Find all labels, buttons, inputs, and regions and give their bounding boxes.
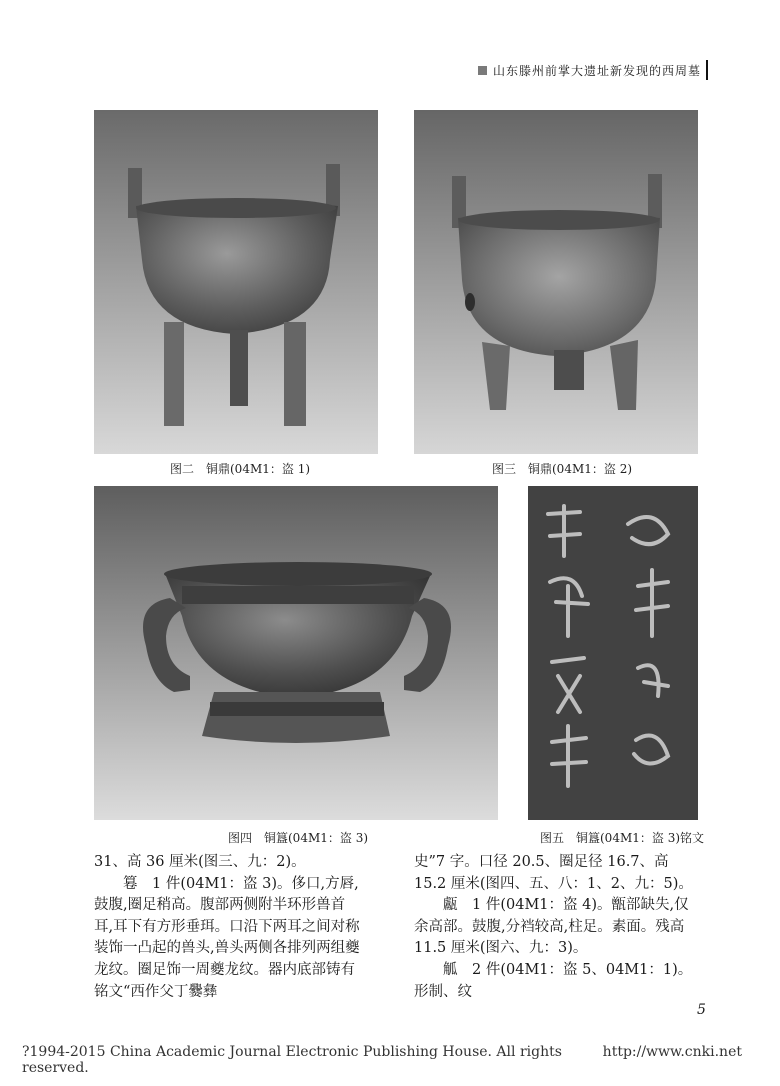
running-head <box>478 60 708 80</box>
ding-vessel-1-image <box>94 110 378 454</box>
square-bullet-icon <box>478 66 487 75</box>
figure-4-photo <box>94 486 498 820</box>
figure-3-caption: 图三 铜鼎(04M1：盗 2) <box>492 462 633 476</box>
left-text-column <box>94 852 360 1003</box>
figure-2-caption: 图二 铜鼎(04M1：盗 1) <box>170 462 311 476</box>
figure-2-photo <box>94 110 378 454</box>
figure-5-caption: 图五 铜簋(04M1：盗 3)铭文 <box>540 831 705 845</box>
gui-vessel-image <box>94 486 498 820</box>
paragraph: 31、高 36 厘米(图三、九：2)。 <box>94 854 306 870</box>
copyright-text: ?1994-2015 China Academic Journal Electronic Publishing House. All rights reserved. <box>22 1044 562 1076</box>
paragraph: 觚 2 件(04M1：盗 5、04M1：1)。形制、纹 <box>414 961 693 1000</box>
page-number: 5 <box>697 1002 706 1018</box>
paragraph: 甗 1 件(04M1：盗 4)。甑部缺失,仅余高部。鼓腹,分裆较高,柱足。素面。残高 11.5 厘米(图六、九：3)。 <box>414 897 689 957</box>
paragraph: 史”7 字。口径 20.5、圈足径 16.7、高 15.2 厘米(图四、五、八：1、2、九：5)。 <box>414 854 693 892</box>
ding-vessel-2-image <box>414 110 698 454</box>
inscription-image <box>528 486 698 820</box>
footer <box>22 1044 742 1076</box>
figure-5-photo <box>528 486 698 820</box>
paragraph: 篹 1 件(04M1：盗 3)。侈口,方唇,鼓腹,圈足稍高。腹部两侧附半环形兽首耳,耳下有方形垂珥。口沿下两耳之间对称装饰一凸起的兽头,兽头两侧各排列两组夔龙纹。圈足饰一周夔龙纹。器内底部铸有铭文“西作父丁爨彝 <box>94 875 360 1000</box>
footer-url[interactable]: http://www.cnki.net <box>602 1044 742 1060</box>
figure-3-photo <box>414 110 698 454</box>
right-text-column <box>414 852 700 1003</box>
header-rule <box>706 60 708 80</box>
running-title: 山东滕州前掌大遗址新发现的西周墓 <box>493 63 702 78</box>
figure-4-caption: 图四 铜簋(04M1：盗 3) <box>228 831 369 845</box>
